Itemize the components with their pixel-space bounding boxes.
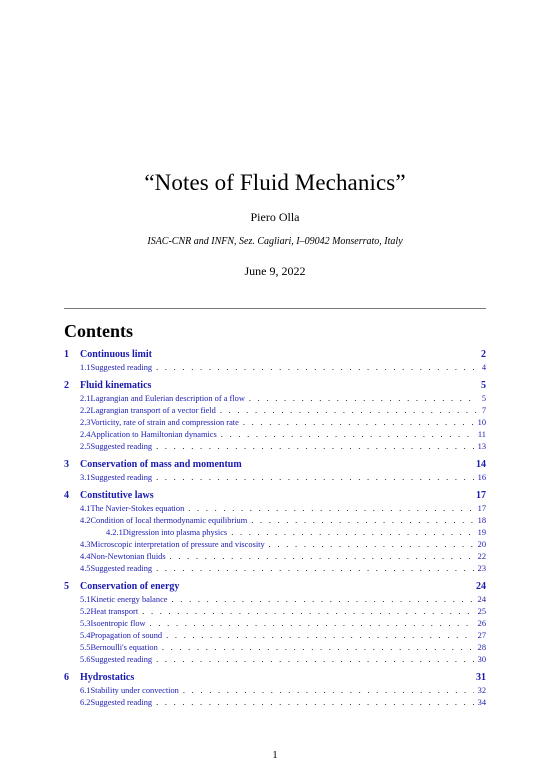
- toc-section[interactable]: [64, 459, 486, 470]
- toc-entry-page: 28: [477, 643, 486, 652]
- toc-section[interactable]: [64, 672, 486, 683]
- toc-entry-title: Vorticity, rate of strain and compression rate: [90, 418, 239, 427]
- toc-entry-number: 3: [64, 459, 69, 470]
- toc-entry-page: 10: [477, 418, 486, 427]
- toc-subsection[interactable]: [64, 594, 486, 605]
- toc-entry-number: 5.3: [80, 619, 91, 628]
- toc-subsection[interactable]: [64, 515, 486, 526]
- toc-section[interactable]: [64, 490, 486, 501]
- toc-subsection[interactable]: [64, 503, 486, 514]
- toc-subsection[interactable]: [64, 362, 486, 373]
- toc-dot-leader: [183, 685, 474, 696]
- toc-entry-page: 34: [477, 698, 486, 707]
- toc-subsection[interactable]: [64, 563, 486, 574]
- toc-subsection[interactable]: [64, 685, 486, 696]
- author-affiliation: ISAC-CNR and INFN, Sez. Cagliari, I–09042 Monserrato, Italy: [147, 236, 403, 247]
- toc-entry-number: 3.1: [80, 473, 91, 482]
- toc-entry-title: Suggested reading: [90, 564, 153, 573]
- toc-entry-page: 31: [476, 672, 486, 683]
- toc-entry-number: 2.2: [80, 406, 91, 415]
- toc-subsection[interactable]: [64, 630, 486, 641]
- document-date: June 9, 2022: [244, 264, 306, 278]
- toc-entry-title: Condition of local thermodynamic equilibrium: [90, 516, 248, 525]
- toc-subsection[interactable]: [64, 654, 486, 665]
- toc-subsection[interactable]: [64, 405, 486, 416]
- toc-dot-leader: [269, 539, 474, 550]
- author-name: Piero Olla: [250, 210, 300, 224]
- toc-dot-leader: [220, 405, 477, 416]
- toc-dot-leader: [156, 697, 474, 708]
- toc-entry-page: 2: [481, 349, 486, 360]
- toc-entry-page: 24: [477, 595, 486, 604]
- table-of-contents: [64, 0, 486, 777]
- toc-entry-page: 32: [477, 686, 486, 695]
- toc-entry-number: 5.6: [80, 655, 91, 664]
- toc-entry-page: 26: [477, 619, 486, 628]
- toc-entry-number: 4.3: [80, 540, 91, 549]
- toc-entry-page: 19: [477, 528, 486, 537]
- page-number: 1: [272, 749, 278, 761]
- toc-subsection[interactable]: [64, 429, 486, 440]
- toc-subsection[interactable]: [64, 527, 486, 538]
- toc-entry-number: 2: [64, 380, 69, 391]
- toc-entry-title: Suggested reading: [90, 363, 153, 372]
- toc-entry-title: Suggested reading: [90, 473, 153, 482]
- toc-entry-title: Heat transport: [90, 607, 139, 616]
- toc-subsection[interactable]: [64, 697, 486, 708]
- toc-dot-leader: [156, 472, 474, 483]
- toc-dot-leader: [231, 527, 473, 538]
- toc-entry-title: Stability under convection: [90, 686, 179, 695]
- toc-dot-leader: [221, 429, 474, 440]
- toc-entry-title: Continuous limit: [80, 349, 152, 360]
- toc-entry-title: Isoentropic flow: [90, 619, 146, 628]
- toc-entry-title: Suggested reading: [90, 655, 153, 664]
- toc-entry-page: 5: [481, 380, 486, 391]
- toc-entry-title: Digression into plasma physics: [122, 528, 228, 537]
- contents-heading: Contents: [64, 321, 134, 341]
- toc-entry-page: 16: [477, 473, 486, 482]
- toc-entry-page: 22: [477, 552, 486, 561]
- toc-entry-title: Hydrostatics: [80, 672, 135, 683]
- toc-section[interactable]: [64, 349, 486, 360]
- toc-entry-page: 7: [481, 406, 486, 415]
- toc-entry-number: 5.4: [80, 631, 91, 640]
- toc-entry-number: 4.2: [80, 516, 91, 525]
- toc-entry-title: The Navier-Stokes equation: [90, 504, 185, 513]
- toc-entry-page: 20: [477, 540, 486, 549]
- toc-entry-page: 11: [477, 430, 486, 439]
- toc-entry-page: 14: [476, 459, 486, 470]
- toc-dot-leader: [156, 563, 474, 574]
- toc-entry-number: 5: [64, 581, 69, 592]
- toc-entry-page: 24: [476, 581, 486, 592]
- toc-dot-leader: [156, 654, 474, 665]
- toc-entry-number: 1.1: [80, 363, 91, 372]
- toc-entry-page: 5: [481, 394, 486, 403]
- toc-entry-number: 6: [64, 672, 69, 683]
- toc-dot-leader: [243, 417, 474, 428]
- toc-subsection[interactable]: [64, 417, 486, 428]
- toc-entry-number: 6.2: [80, 698, 91, 707]
- toc-entry-page: 17: [477, 504, 486, 513]
- toc-subsection[interactable]: [64, 472, 486, 483]
- toc-entry-number: 4.2.1: [106, 528, 123, 537]
- toc-entry-number: 4.1: [80, 504, 91, 513]
- toc-dot-leader: [249, 393, 477, 404]
- toc-entry-page: 4: [481, 363, 486, 372]
- toc-subsection[interactable]: [64, 618, 486, 629]
- toc-entry-title: Microscopic interpretation of pressure and viscosity: [90, 540, 265, 549]
- toc-entry-title: Conservation of mass and momentum: [80, 459, 242, 470]
- toc-dot-leader: [156, 362, 475, 373]
- toc-dot-leader: [162, 642, 474, 653]
- toc-subsection[interactable]: [64, 642, 486, 653]
- toc-entry-number: 5.1: [80, 595, 91, 604]
- toc-subsection[interactable]: [64, 393, 486, 404]
- toc-entry-title: Lagrangian transport of a vector field: [90, 406, 216, 415]
- toc-entry-title: Suggested reading: [90, 698, 153, 707]
- toc-entry-title: Suggested reading: [90, 442, 153, 451]
- toc-entry-page: 27: [477, 631, 486, 640]
- toc-subsection[interactable]: [64, 606, 486, 617]
- toc-entry-page: 30: [477, 655, 486, 664]
- toc-entry-page: 23: [477, 564, 486, 573]
- toc-dot-leader: [170, 551, 474, 562]
- toc-dot-leader: [188, 503, 473, 514]
- toc-entry-number: 4.4: [80, 552, 91, 561]
- toc-entry-title: Fluid kinematics: [80, 380, 152, 391]
- toc-subsection[interactable]: [64, 441, 486, 452]
- toc-entry-number: 4: [64, 490, 69, 501]
- toc-entry-page: 25: [477, 607, 486, 616]
- toc-entry-number: 4.5: [80, 564, 91, 573]
- toc-entry-title: Conservation of energy: [80, 581, 180, 592]
- toc-entry-title: Lagrangian and Eulerian description of a flow: [90, 394, 245, 403]
- toc-entry-number: 5.2: [80, 607, 91, 616]
- toc-dot-leader: [166, 630, 474, 641]
- toc-section[interactable]: [64, 380, 486, 391]
- toc-entry-number: 2.3: [80, 418, 91, 427]
- toc-dot-leader: [150, 618, 474, 629]
- toc-dot-leader: [251, 515, 473, 526]
- toc-entry-number: 6.1: [80, 686, 91, 695]
- toc-entry-title: Non-Newtonian fluids: [90, 552, 166, 561]
- toc-subsection[interactable]: [64, 551, 486, 562]
- toc-dot-leader: [156, 441, 474, 452]
- toc-dot-leader: [172, 594, 474, 605]
- toc-entry-title: Kinetic energy balance: [90, 595, 168, 604]
- document-title: “Notes of Fluid Mechanics”: [144, 170, 406, 195]
- toc-entry-number: 2.5: [80, 442, 91, 451]
- toc-entry-page: 18: [477, 516, 486, 525]
- toc-entry-number: 1: [64, 349, 69, 360]
- toc-entry-title: Propagation of sound: [90, 631, 163, 640]
- toc-entry-page: 17: [476, 490, 486, 501]
- toc-entry-number: 2.1: [80, 394, 91, 403]
- toc-dot-leader: [142, 606, 473, 617]
- toc-entry-title: Bernoulli's equation: [90, 643, 158, 652]
- toc-entry-number: 5.5: [80, 643, 91, 652]
- toc-entry-title: Constitutive laws: [80, 490, 154, 501]
- toc-subsection[interactable]: [64, 539, 486, 550]
- toc-entry-number: 2.4: [80, 430, 91, 439]
- toc-section[interactable]: [64, 581, 486, 592]
- toc-entry-title: Application to Hamiltonian dynamics: [90, 430, 217, 439]
- toc-entry-page: 13: [477, 442, 486, 451]
